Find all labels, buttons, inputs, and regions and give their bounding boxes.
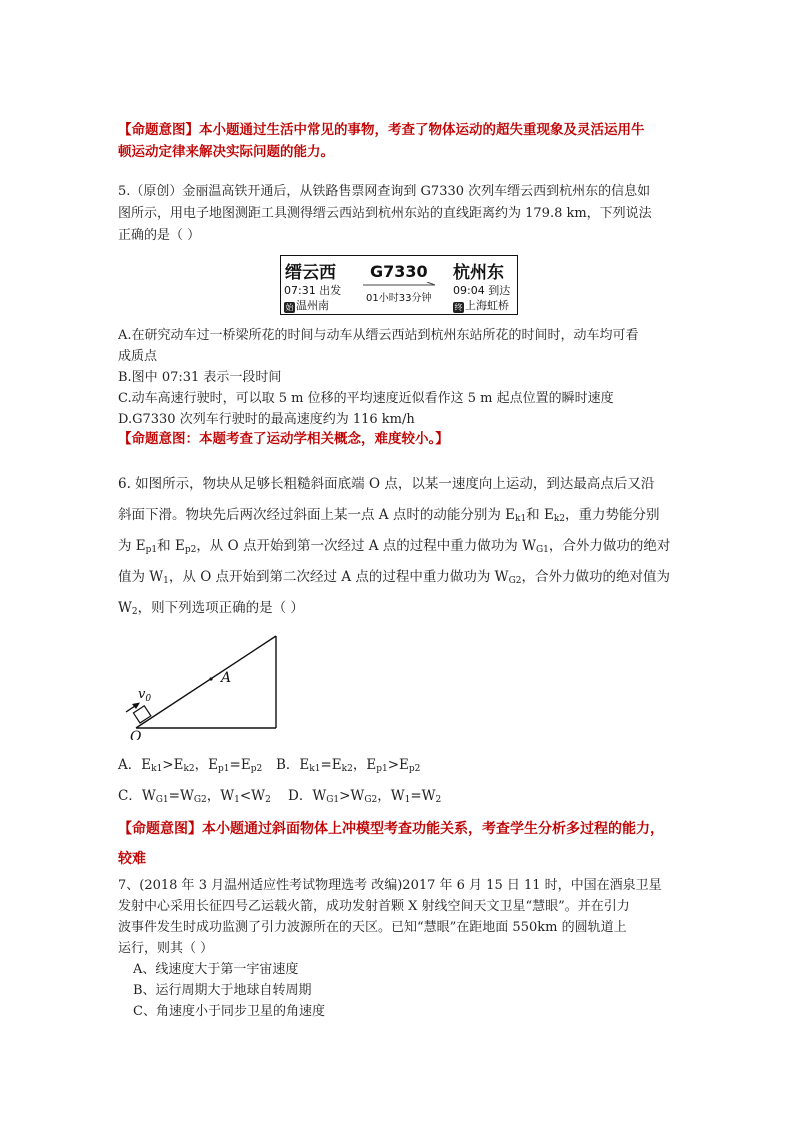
terminal-badge-icon: 终: [454, 303, 463, 312]
q5-option-a-line-1: A.在研究动车过一桥梁所花的时间与动车从缙云西站到杭州东站所花的时间时，动车均可看: [118, 328, 639, 343]
label-a: A: [221, 670, 232, 686]
train-ticket: [280, 255, 518, 315]
q7-option-c: C、角速度小于同步卫星的角速度: [133, 1004, 325, 1019]
q6-option-a: A．$E_{k1}>E_{k2}$，$E_{p1}=E_{p2}$: [118, 757, 263, 774]
origin-badge-icon: 始: [285, 303, 294, 312]
incline-triangle: [136, 636, 276, 728]
label-o: O: [130, 729, 142, 740]
intent-line-2: 顿运动定律来解决实际问题的能力。: [118, 144, 334, 160]
q5-option-c: C.动车高速行驶时，可以取 5 m 位移的平均速度近似看作这 5 m 起点位置的瞬时速度: [118, 391, 614, 406]
q6-intent-line-1: 【命题意图】本小题通过斜面物体上冲模型考查功能关系，考查学生分析多过程的能力，: [118, 821, 664, 837]
q7-option-a: A、线速度大于第一宇宙速度: [133, 962, 299, 977]
ticket-arrive-time: 09:04 到达: [453, 284, 511, 297]
q5-stem-line-1: 5.（原创）金丽温高铁开通后，从铁路售票网查询到 G7330 次列车缙云西到杭州东的信息如: [118, 184, 651, 199]
q6-stem-line-1: 6. 如图所示，物块从足够长粗糙斜面底端 O 点，以某一速度向上运动，到达最高点后又沿: [118, 476, 655, 492]
q5-stem-line-2: 图所示，用电子地图测距工具测得缙云西站到杭州东站的直线距离约为 179.8 km，下列说法: [118, 206, 652, 221]
q6-option-d: D．$W_{G1}>W_{G2}$，$W_1=W_2$: [288, 788, 442, 805]
q7-stem-line-3: 波事件发生时成功监测了引力波源所在的天区。已知“慧眼”在距地面 550km 的圆轨道上: [118, 920, 627, 935]
ticket-duration: 01小时33分钟: [366, 293, 432, 304]
incline-figure: [110, 630, 290, 740]
q5-stem-line-3: 正确的是（ ）: [118, 228, 201, 243]
ticket-terminal: [453, 297, 509, 313]
q6-option-b: B．$E_{k1}=E_{k2}$，$E_{p1}>E_{p2}$: [276, 757, 421, 774]
q6-intent-line-2: 较难: [118, 851, 146, 867]
ticket-terminal-label: 上海虹桥: [465, 299, 509, 312]
q5-option-d: D.G7330 次列车行驶时的最高速度约为 116 km/h: [118, 412, 415, 427]
q5-option-b: B.图中 07:31 表示一段时间: [118, 370, 282, 385]
q6-stem-line-3: 为 $E_{p1}$和 $E_{p2}$，从 O 点开始到第一次经过 A 点的过程中重力做功为 $W_{G1}$，合外力做功的绝对: [118, 538, 671, 555]
q6-stem-line-5: $W_2$，则下列选项正确的是（ ）: [118, 600, 304, 617]
q5-option-a-line-2: 成质点: [118, 349, 158, 364]
q6-stem-line-2: 斜面下滑。物块先后两次经过斜面上某一点 A 点时的动能分别为 $E_{k1}$和 $E_{k2}$，重力势能分别: [118, 507, 660, 524]
q7-stem-line-4: 运行，则其（ ）: [118, 941, 214, 956]
ticket-depart-time: 07:31 出发: [284, 284, 342, 297]
q5-intent: 【命题意图：本题考查了运动学相关概念，难度较小。】: [118, 431, 449, 447]
q6-stem-line-4: 值为 $W_1$，从 O 点开始到第二次经过 A 点的过程中重力做功为 $W_{G2}$，合外力做功的绝对值为: [118, 569, 670, 586]
ticket-origin: [284, 297, 329, 313]
ticket-to-station: 杭州东: [453, 263, 504, 283]
q7-option-b: B、运行周期大于地球自转周期: [133, 983, 312, 998]
q7-stem-line-2: 发射中心采用长征四号乙运载火箭，成功发射首颗 X 射线空间天文卫星“慧眼”。并在引力: [118, 899, 630, 914]
ticket-arrow: [363, 282, 437, 288]
q7-stem-line-1: 7、(2018 年 3 月温州适应性考试物理选考 改编)2017 年 6 月 15 日 11 时，中国在酒泉卫星: [118, 878, 662, 893]
intent-line-1: 【命题意图】本小题通过生活中常见的事物，考查了物体运动的超失重现象及灵活运用牛: [118, 122, 645, 138]
ticket-from-station: 缙云西: [285, 263, 336, 283]
ticket-origin-label: 温州南: [296, 299, 329, 312]
q6-option-c: C．$W_{G1}=W_{G2}$，$W_1<W_2$: [118, 788, 271, 805]
ticket-train-number: G7330: [370, 262, 428, 281]
label-v0: $v_0$: [138, 687, 152, 704]
point-a-dot: [209, 677, 212, 680]
